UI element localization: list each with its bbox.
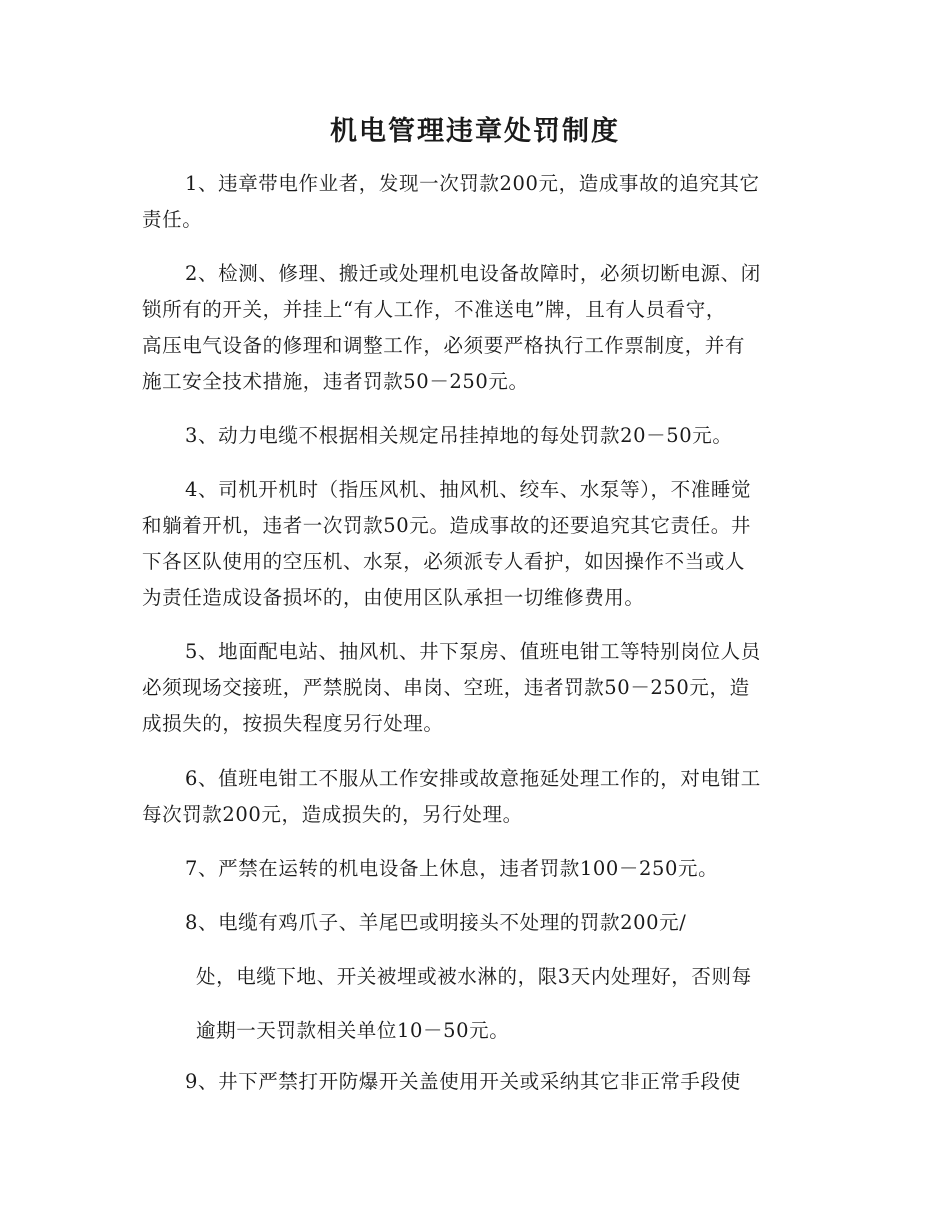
text-line: 施工安全技术措施，违者罚款50－250元。 — [142, 370, 529, 393]
text-line: 3、动力电缆不根据相关规定吊挂掉地的每处罚款20－50元。 — [185, 424, 733, 447]
text-line: 7、严禁在运转的机电设备上休息，违者罚款100－250元。 — [185, 857, 719, 880]
text-line: 每次罚款200元，造成损失的，另行处理。 — [142, 803, 523, 826]
text-line: 逾期一天罚款相关单位10－50元。 — [196, 1019, 510, 1042]
text-line: 责任。 — [142, 208, 203, 231]
text-line: 1、违章带电作业者，发现一次罚款200元，造成事故的追究其它 — [185, 172, 760, 195]
text-line: 和躺着开机，违者一次罚款50元。造成事故的还要追究其它责任。井 — [142, 514, 751, 537]
text-line: 成损失的，按损失程度另行处理。 — [142, 712, 444, 735]
text-line: 为责任造成设备损坏的，由使用区队承担一切维修费用。 — [142, 586, 645, 609]
text-line: 2、检测、修理、搬迁或处理机电设备故障时，必须切断电源、闭 — [185, 262, 761, 285]
text-line: 4、司机开机时（指压风机、抽风机、绞车、水泵等），不准睡觉 — [185, 478, 752, 501]
text-line: 6、值班电钳工不服从工作安排或故意拖延处理工作的，对电钳工 — [185, 767, 761, 790]
text-line: 8、电缆有鸡爪子、羊尾巴或明接头不处理的罚款200元/ — [185, 911, 687, 934]
text-line: 下各区队使用的空压机、水泵，必须派专人看护，如因操作不当或人 — [142, 550, 746, 573]
text-line: 高压电气设备的修理和调整工作，必须要严格执行工作票制度，并有 — [142, 334, 746, 357]
text-line: 锁所有的开关，并挂上“有人工作，不准送电”牌，且有人员看守， — [142, 298, 726, 321]
text-line: 必须现场交接班，严禁脱岗、串岗、空班，违者罚款50－250元，造 — [142, 676, 750, 699]
document-title: 机电管理违章处罚制度 — [330, 116, 620, 147]
text-line: 处，电缆下地、开关被埋或被水淋的，限3天内处理好，否则每 — [196, 965, 752, 988]
text-line: 5、地面配电站、抽风机、井下泵房、值班电钳工等特别岗位人员 — [185, 640, 761, 663]
text-line: 9、井下严禁打开防爆开关盖使用开关或采纳其它非正常手段使 — [185, 1070, 741, 1093]
